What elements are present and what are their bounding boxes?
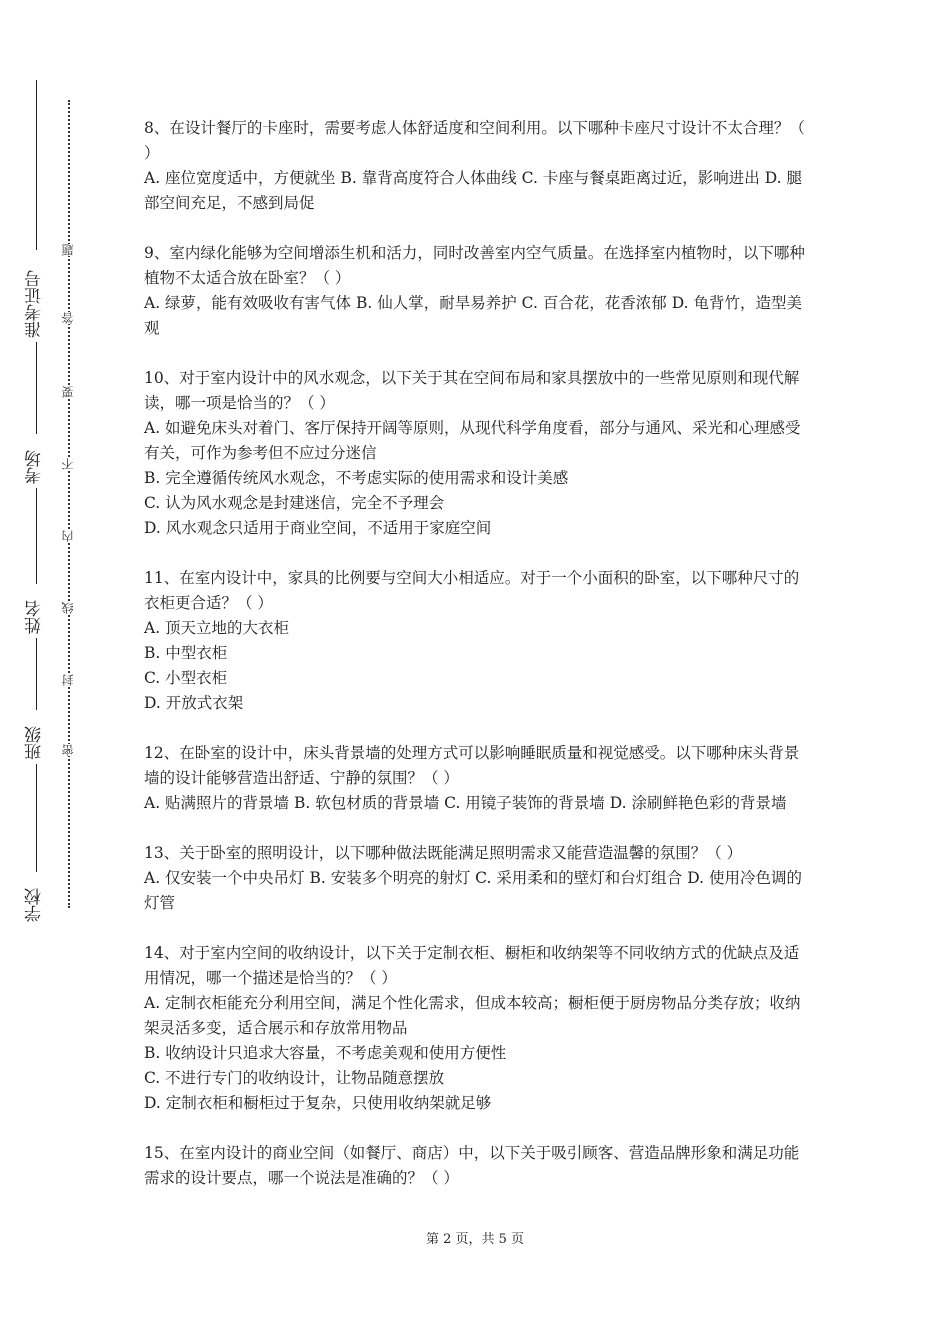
school-label: 学校 [25, 888, 45, 922]
question-13 [144, 841, 814, 916]
question-stem: 15、在室内设计的商业空间（如餐厅、商店）中，以下关于吸引顾客、营造品牌形象和满足功能需求的设计要点，哪一个说法是准确的？（ ） [144, 1144, 800, 1187]
question-options: A. 仅安装一个中央吊灯 B. 安装多个明亮的射灯 C. 采用柔和的壁灯和台灯组合 D. 使用冷色调的灯管 [144, 869, 802, 912]
name-line [36, 488, 37, 584]
question-stem: 12、在卧室的设计中，床头背景墙的处理方式可以影响睡眠质量和视觉感受。以下哪种床头背景墙的设计能够营造出舒适、宁静的氛围？（ ） [144, 744, 800, 787]
option-b: B. 中型衣柜 [144, 644, 228, 662]
question-15 [144, 1141, 814, 1191]
school-line [36, 764, 37, 872]
question-9 [144, 241, 814, 341]
seal-char: 密 [61, 744, 75, 756]
option-d: D. 定制衣柜和橱柜过于复杂，只使用收纳架就足够 [144, 1094, 492, 1112]
seal-line [68, 100, 70, 908]
question-stem: 14、对于室内空间的收纳设计，以下关于定制衣柜、橱柜和收纳架等不同收纳方式的优缺点及适用情况，哪一个描述是恰当的？（ ） [144, 944, 800, 987]
question-options: A. 绿萝，能有效吸收有害气体 B. 仙人掌，耐旱易养护 C. 百合花，花香浓郁 D. 龟背竹，造型美观 [144, 294, 802, 337]
seal-char: 答 [61, 312, 75, 324]
option-d: D. 风水观念只适用于商业空间，不适用于家庭空间 [144, 519, 492, 537]
option-a: A. 顶天立地的大衣柜 [144, 619, 290, 637]
question-stem: 8、在设计餐厅的卡座时，需要考虑人体舒适度和空间利用。以下哪种卡座尺寸设计不太合理？（ ） [144, 119, 805, 162]
seal-char: 不 [61, 458, 75, 470]
exam-number-line [36, 80, 37, 250]
question-stem: 10、对于室内设计中的风水观念，以下关于其在空间布局和家具摆放中的一些常见原则和现代解读，哪一项是恰当的？（ ） [144, 369, 800, 412]
option-b: B. 完全遵循传统风水观念，不考虑实际的使用需求和设计美感 [144, 469, 569, 487]
page-footer: 第 2 页，共 5 页 [425, 1232, 525, 1247]
question-14 [144, 941, 814, 1116]
option-c: C. 认为风水观念是封建迷信，完全不予理会 [144, 494, 445, 512]
question-stem: 13、关于卧室的照明设计，以下哪种做法既能满足照明需求又能营造温馨的氛围？（ ） [144, 844, 743, 862]
option-c: C. 不进行专门的收纳设计，让物品随意摆放 [144, 1069, 445, 1087]
exam-number-label: 准考证号 [25, 270, 45, 338]
question-12 [144, 741, 814, 816]
option-a: A. 定制衣柜能充分利用空间，满足个性化需求，但成本较高；橱柜便于厨房物品分类存放；收纳架灵活多变，适合展示和存放常用物品 [144, 994, 801, 1037]
option-c: C. 小型衣柜 [144, 669, 228, 687]
seal-char: 题 [61, 244, 75, 256]
question-options: A. 贴满照片的背景墙 B. 软包材质的背景墙 C. 用镜子装饰的背景墙 D. 涂刷鲜艳色彩的背景墙 [144, 794, 787, 812]
question-11 [144, 566, 814, 716]
exam-room-label: 考场 [25, 450, 45, 484]
seal-char: 要 [61, 386, 75, 398]
question-stem: 11、在室内设计中，家具的比例要与空间大小相适应。对于一个小面积的卧室，以下哪种尺寸的衣柜更合适？（ ） [144, 569, 800, 612]
class-label: 班级 [25, 726, 45, 760]
question-8 [144, 116, 814, 216]
question-options: A. 座位宽度适中，方便就坐 B. 靠背高度符合人体曲线 C. 卡座与餐桌距离过近，影响进出 D. 腿部空间充足，不感到局促 [144, 169, 802, 212]
question-stem: 9、室内绿化能够为空间增添生机和活力，同时改善室内空气质量。在选择室内植物时，以下哪种植物不太适合放在卧室？（ ） [144, 244, 805, 287]
option-a: A. 如避免床头对着门、客厅保持开阔等原则，从现代科学角度看，部分与通风、采光和心理感受有关，可作为参考但不应过分迷信 [144, 419, 801, 462]
question-list [144, 116, 814, 1216]
name-label: 姓名 [25, 600, 45, 634]
class-line [36, 638, 37, 710]
exam-room-line [36, 342, 37, 434]
question-10 [144, 366, 814, 541]
option-d: D. 开放式衣架 [144, 694, 244, 712]
seal-char: 内 [61, 530, 75, 542]
seal-char: 线 [61, 602, 75, 614]
option-b: B. 收纳设计只追求大容量，不考虑美观和使用方便性 [144, 1044, 507, 1062]
seal-char: 封 [61, 674, 75, 686]
